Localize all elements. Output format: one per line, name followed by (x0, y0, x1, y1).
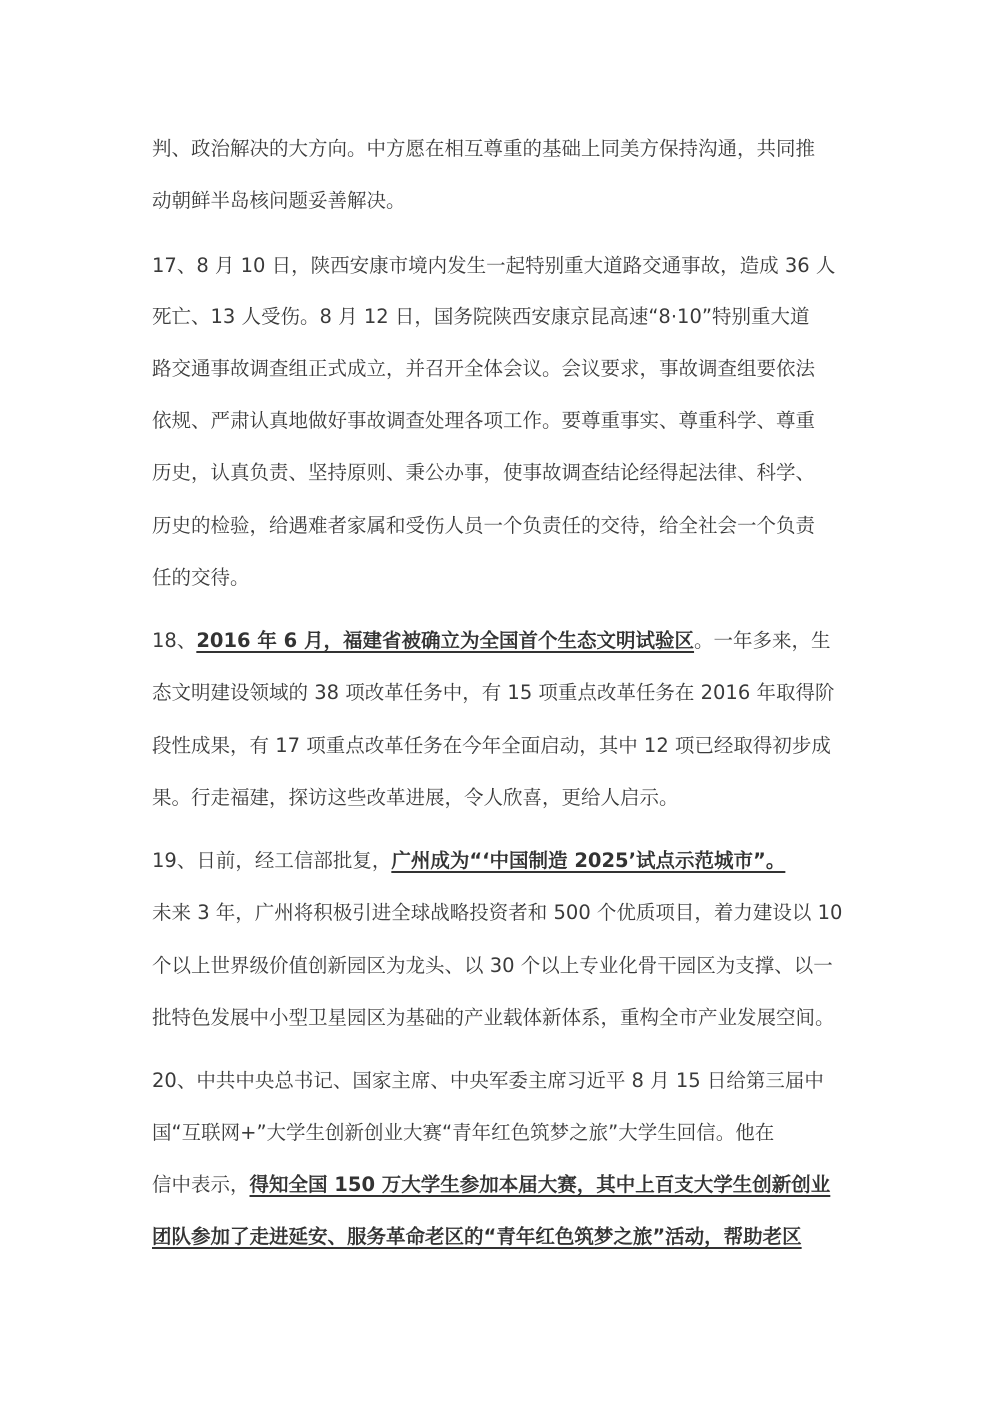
paragraph-20-line-3: 信中表示，得知全国 150 万大学生参加本届大赛，其中上百支大学生创新创业 (152, 1173, 831, 1196)
paragraph-20-line-2: 国“互联网+”大学生创新创业大赛“青年红色筑梦之旅”大学生回信。他在 (152, 1121, 775, 1144)
paragraph-20-line-4 (152, 1222, 852, 1252)
paragraph-18-line-4: 果。行走福建，探访这些改革进展，令人欣喜，更给人启示。 (152, 786, 679, 809)
paragraph-19-line-4: 批特色发展中小型卫星园区为基础的产业载体新体系，重构全市产业发展空间。 (152, 1006, 835, 1029)
paragraph-17-line-1: 17、8 月 10 日，陕西安康市境内发生一起特别重大道路交通事故，造成 36 人 (152, 254, 836, 277)
emphasized-text: 广州成为“‘中国制造 2025’试点示范城市”。 (391, 849, 786, 872)
paragraph-19-line-1: 19、日前，经工信部批复，广州成为“‘中国制造 2025’试点示范城市”。 (152, 849, 786, 872)
paragraph-17-line-2: 死亡、13 人受伤。8 月 12 日，国务院陕西安康京昆高速“8·10”特别重大道 (152, 305, 810, 328)
paragraph-18-line-2: 态文明建设领域的 38 项改革任务中，有 15 项重点改革任务在 2016 年取得阶 (152, 681, 835, 704)
paragraph-17-line-6: 历史的检验，给遇难者家属和受伤人员一个负责任的交待，给全社会一个负责 (152, 514, 816, 537)
paragraph-18-line-1: 18、2016 年 6 月，福建省被确立为全国首个生态文明试验区。一年多来，生 (152, 629, 831, 652)
paragraph-16-line-1: 判、政治解决的大方向。中方愿在相互尊重的基础上同美方保持沟通，共同推 (152, 137, 816, 160)
paragraph-17-line-4: 依规、严肃认真地做好事故调查处理各项工作。要尊重事实、尊重科学、尊重 (152, 409, 816, 432)
paragraph-17-line-5: 历史，认真负责、坚持原则、秉公办事，使事故调查结论经得起法律、科学、 (152, 461, 816, 484)
emphasized-text: 2016 年 6 月，福建省被确立为全国首个生态文明试验区 (196, 629, 695, 652)
paragraph-17-line-7: 任的交待。 (152, 566, 250, 589)
paragraph-18-line-3: 段性成果，有 17 项重点改革任务在今年全面启动，其中 12 项已经取得初步成 (152, 734, 831, 757)
paragraph-19-line-3: 个以上世界级价值创新园区为龙头、以 30 个以上专业化骨干园区为支撑、以一 (152, 954, 833, 977)
paragraph-19-line-2: 未来 3 年，广州将积极引进全球战略投资者和 500 个优质项目，着力建设以 10 (152, 901, 843, 924)
emphasized-text: 团队参加了走进延安、服务革命老区的“青年红色筑梦之旅”活动，帮助老区 (152, 1225, 802, 1248)
paragraph-17-line-3: 路交通事故调查组正式成立，并召开全体会议。会议要求，事故调查组要依法 (152, 357, 816, 380)
paragraph-16-line-2: 动朝鲜半岛核问题妥善解决。 (152, 189, 406, 212)
emphasized-text: 得知全国 150 万大学生参加本届大赛，其中上百支大学生创新创业 (249, 1173, 831, 1196)
paragraph-20-line-1: 20、中共中央总书记、国家主席、中央军委主席习近平 8 月 15 日给第三届中 (152, 1069, 824, 1092)
